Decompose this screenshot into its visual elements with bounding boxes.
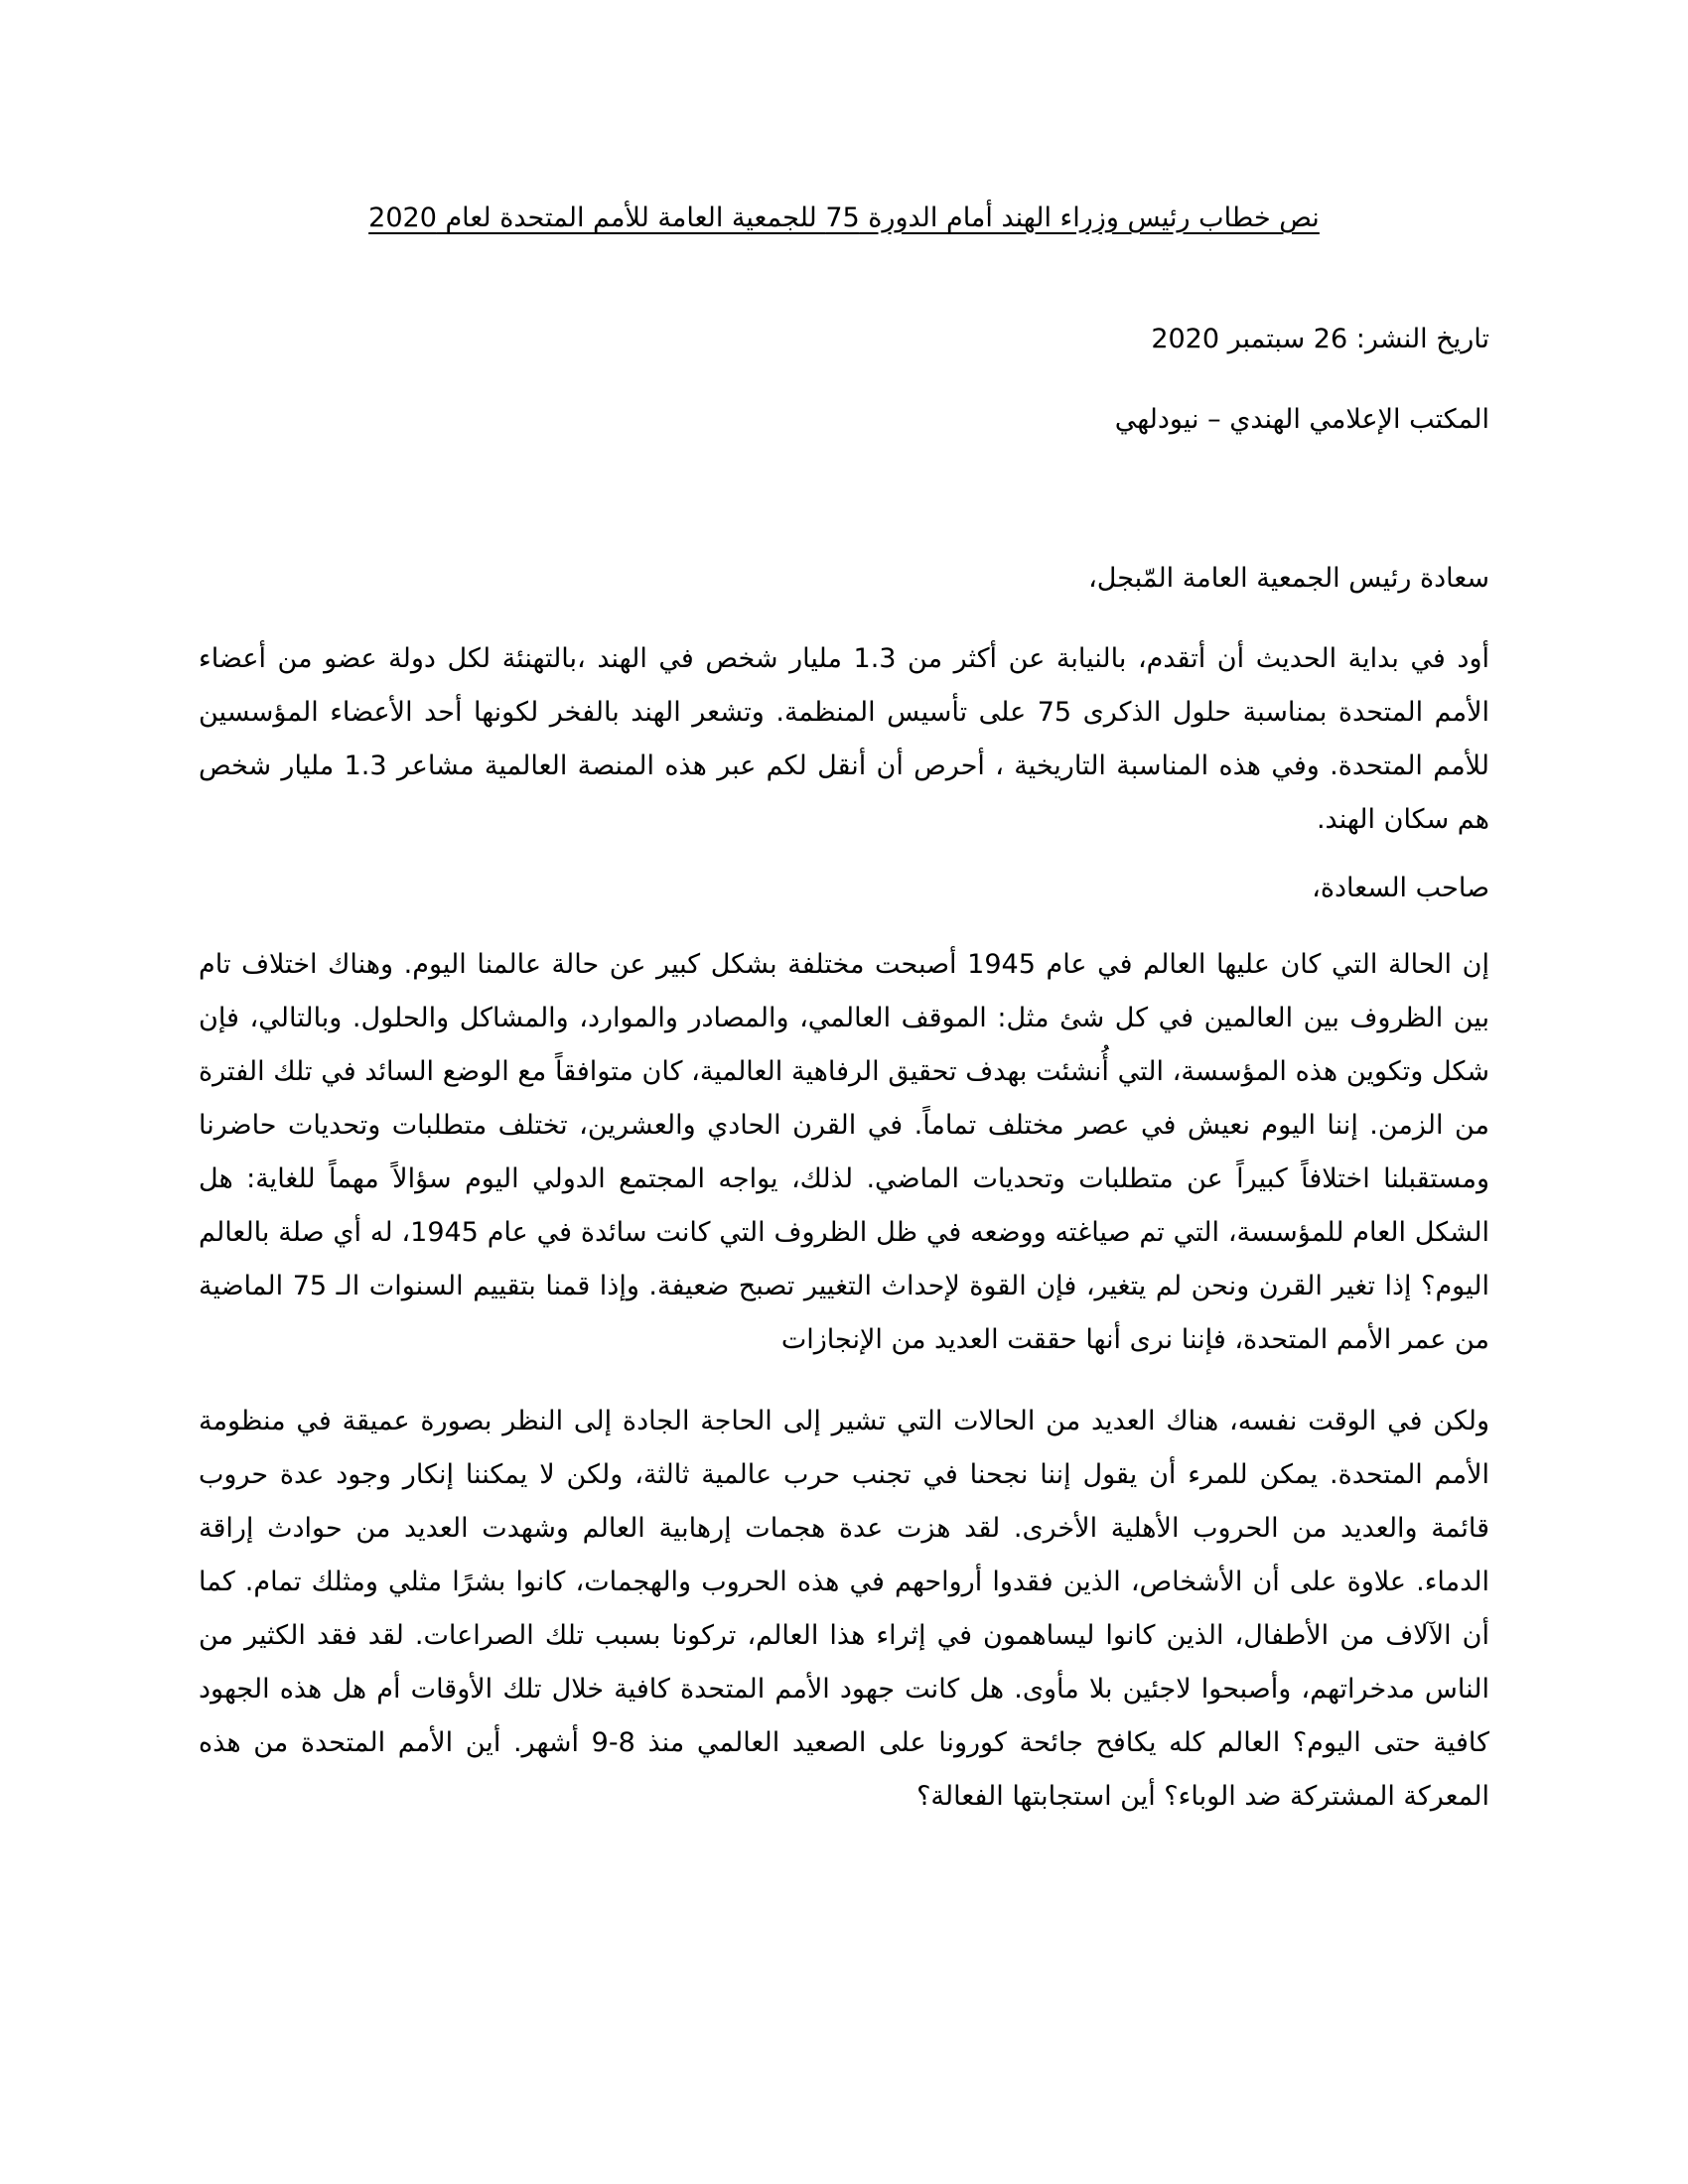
- press-office: المكتب الإعلامي الهندي – نيودلهي: [1114, 404, 1489, 435]
- speech-body: [199, 559, 1489, 1824]
- publish-date: تاريخ النشر: 26 سبتمبر 2020: [1151, 324, 1489, 354]
- salutation-excellency: صاحب السعادة،: [1312, 873, 1489, 903]
- paragraph-changed-world: إن الحالة التي كان عليها العالم في عام 1945 أصبحت مختلفة بشكل كبير عن حالة عالمنا اليوم. وهناك اختلاف تام بين الظروف بين العالمين في كل شئ مثل: الموقف العالمي، والمصادر والموارد، والمشاكل والحلول. وبالتالي، فإن شكل وتكوين هذه المؤسسة، التي أُنشئت بهدف تحقيق الرفاهية العالمية، كان متوافقاً مع الوضع السائد في تلك الفترة من الزمن. إننا اليوم نعيش في عصر مختلف تماماً. في القرن الحادي والعشرين، تختلف متطلبات وتحديات حاضرنا ومستقبلنا اختلافاً كبيراً عن متطلبات وتحديات الماضي. لذلك، يواجه المجتمع الدولي اليوم سؤالاً مهماً للغاية: هل الشكل العام للمؤسسة، التي تم صياغته ووضعه في ظل الظروف التي كانت سائدة في عام 1945، له أي صلة بالعالم اليوم؟ إذا تغير القرن ونحن لم يتغير، فإن القوة لإحداث التغيير تصبح ضعيفة. وإذا قمنا بتقييم السنوات الـ 75 الماضية من عمر الأمم المتحدة، فإننا نرى أنها حققت العديد من الإنجازات: [199, 949, 1490, 1355]
- paragraph-congratulations: أود في بداية الحديث أن أتقدم، بالنيابة عن أكثر من 1.3 مليار شخص في الهند ،بالتهنئة لكل دولة عضو من أعضاء الأمم المتحدة بمناسبة حلول الذكرى 75 على تأسيس المنظمة. وتشعر الهند بالفخر لكونها أحد الأعضاء المؤسسين للأمم المتحدة. وفي هذه المناسبة التاريخية ، أحرص أن أنقل لكم عبر هذه المنصة العالمية مشاعر 1.3 مليار شخص هم سكان الهند.: [199, 643, 1489, 835]
- paragraph-un-efforts: ولكن في الوقت نفسه، هناك العديد من الحالات التي تشير إلى الحاجة الجادة إلى النظر بصورة عميقة في منظومة الأمم المتحدة. يمكن للمرء أن يقول إننا نجحنا في تجنب حرب عالمية ثالثة، ولكن لا يمكننا إنكار وجود عدة حروب قائمة والعديد من الحروب الأهلية الأخرى. لقد هزت عدة هجمات إرهابية العالم وشهدت العديد من حوادث إراقة الدماء. علاوة على أن الأشخاص، الذين فقدوا أرواحهم في هذه الحروب والهجمات، كانوا بشرًا مثلي ومثلك تمام. كما أن الآلاف من الأطفال، الذين كانوا ليساهمون في إثراء هذا العالم، تركونا بسبب تلك الصراعات. لقد فقد الكثير من الناس مدخراتهم، وأصبحوا لاجئين بلا مأوى. هل كانت جهود الأمم المتحدة كافية خلال تلك الأوقات أم هل هذه الجهود كافية حتى اليوم؟ العالم كله يكافح جائحة كورونا على الصعيد العالمي منذ 8-9 أشهر. أين الأمم المتحدة من هذه المعركة المشتركة ضد الوباء؟ أين استجابتها الفعالة؟: [199, 1406, 1489, 1812]
- document-title: نص خطاب رئيس وزراء الهند أمام الدورة 75 للجمعية العامة للأمم المتحدة لعام 2020: [368, 203, 1320, 233]
- salutation-president: سعادة رئيس الجمعية العامة المّبجل،: [1088, 563, 1489, 594]
